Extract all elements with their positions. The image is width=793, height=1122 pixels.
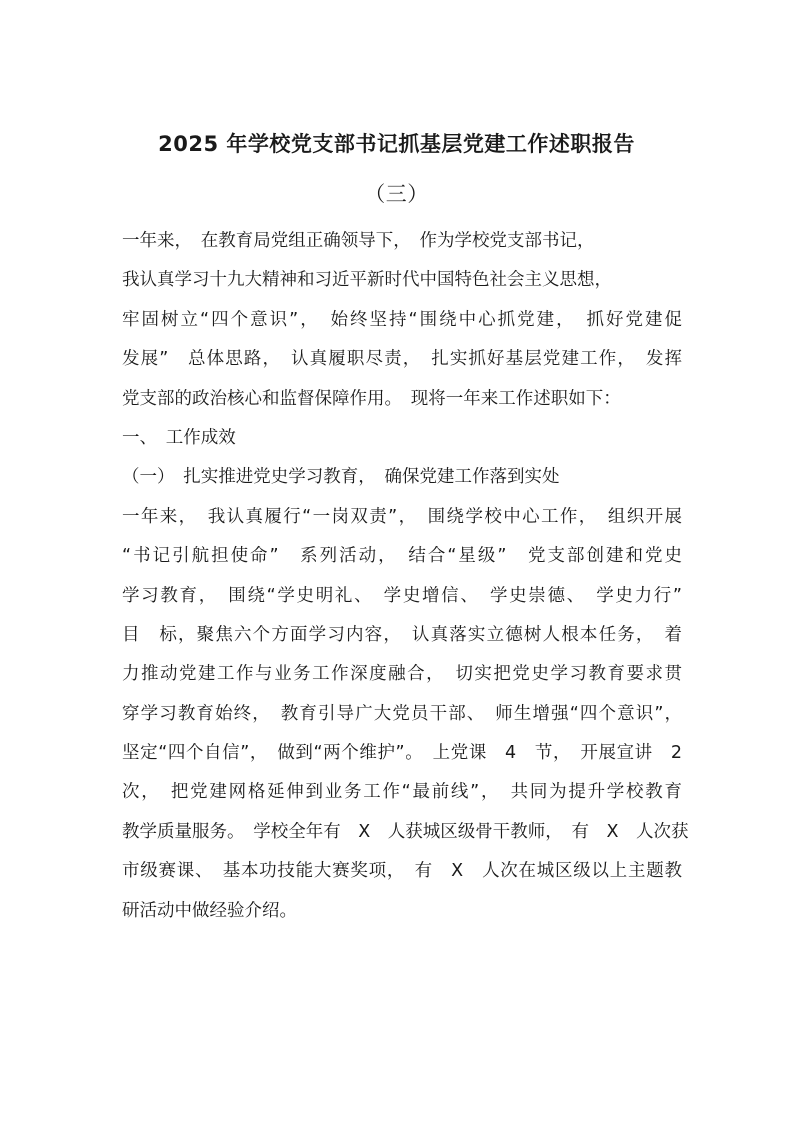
- text-line: 次， 把党建网格延伸到业务工作“最前线”， 共同为提升学校教育: [122, 782, 682, 803]
- text-line: 穿学习教育始终， 教育引导广大党员干部、 师生增强“四个意识”，: [122, 703, 682, 724]
- text-line: 坚定“四个自信”， 做到“两个维护”。 上党课 4 节， 开展宣讲 2: [122, 743, 682, 764]
- text-line: “书记引航担使命” 系列活动， 结合“星级” 党支部创建和党史: [122, 546, 682, 567]
- text-line: 一年来， 我认真履行“一岗双责”， 围绕学校中心工作， 组织开展: [122, 506, 682, 527]
- document-body: [122, 222, 689, 931]
- text-line: 教学质量服务。 学校全年有 X 人获城区级骨干教师， 有 X 人次获: [122, 821, 689, 842]
- text-line: 力推动党建工作与业务工作深度融合， 切实把党史学习教育要求贯: [122, 664, 682, 685]
- text-line: 目 标，聚焦六个方面学习内容， 认真落实立德树人根本任务， 着: [122, 624, 682, 645]
- text-line: 牢固树立“四个意识”， 始终坚持“围绕中心抓党建， 抓好党建促: [122, 309, 682, 330]
- text-line: 党支部的政治核心和监督保障作用。 现将一年来工作述职如下：: [122, 388, 621, 409]
- document-subtitle: （三）: [364, 182, 429, 206]
- text-line: 发展” 总体思路， 认真履职尽责， 扎实抓好基层党建工作， 发挥: [122, 349, 682, 370]
- text-line: 学习教育， 围绕“学史明礼、 学史增信、 学史崇德、 学史力行”: [122, 585, 682, 606]
- subsection-heading: （一） 扎实推进党史学习教育， 确保党建工作落到实处: [122, 467, 560, 488]
- text-line: 我认真学习十九大精神和习近平新时代中国特色社会主义思想，: [122, 270, 612, 291]
- text-line: 研活动中做经验介绍。: [122, 900, 297, 921]
- text-line: 一年来， 在教育局党组正确领导下， 作为学校党支部书记，: [122, 231, 595, 251]
- section-heading: 一、 工作成效: [122, 427, 236, 448]
- text-line: 市级赛课、 基本功技能大赛奖项， 有 X 人次在城区级以上主题教: [122, 861, 682, 882]
- document-title: 2025 年学校党支部书记抓基层党建工作述职报告: [158, 132, 635, 156]
